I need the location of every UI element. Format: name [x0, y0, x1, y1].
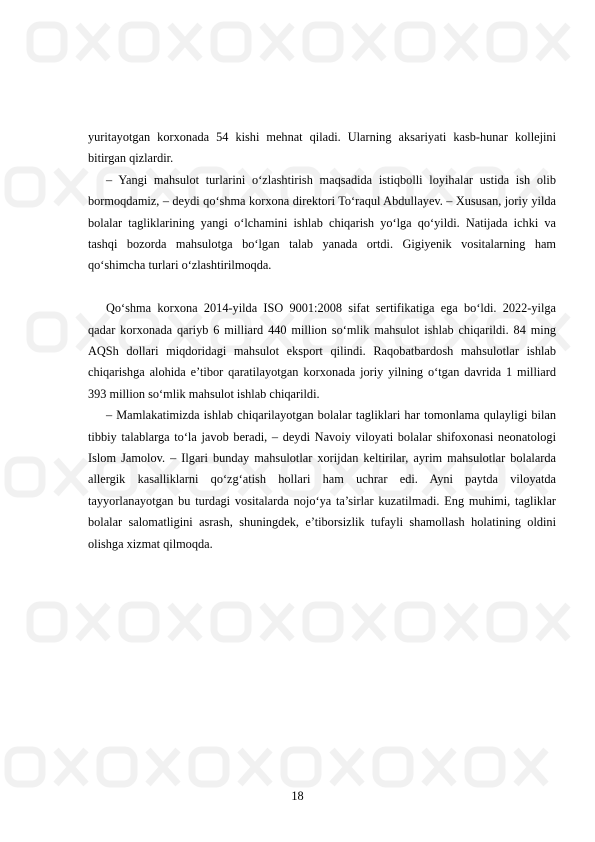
document-body	[88, 127, 556, 555]
watermark-glyph	[30, 25, 568, 59]
paragraph-continuation: yuritayotgan korxonada 54 kishi mehnat qiladi. Ularning aksariyati kasb-hunar kollejini bitirgan qizlardir.	[88, 130, 556, 166]
watermark-glyph	[30, 605, 568, 639]
paragraph-production-stats: Qo‘shma korxona 2014-yilda ISO 9001:2008 sifat sertifikatiga ega bo‘ldi. 2022-yilga qadar korxonada qariyb 6 milliard 440 million so‘mlik mahsulot ishlab chiqarildi. 84 ming AQSh dollari miqdoridagi mahsulot eksport qilindi. Raqobatbardosh mahsulotlar ishlab chiqarishga alohida e’tibor qaratilayotgan korxonada joriy yilning o‘tgan davrida 1 milliard 393 million so‘mlik mahsulot ishlab chiqarildi.	[88, 301, 556, 401]
paragraph-doctor-quote: – Mamlakatimizda ishlab chiqarilayotgan bolalar tagliklari har tomonlama qulayligi bilan tibbiy talablarga to‘la javob beradi, – deydi Navoiy viloyati bolalar shifoxonasi neonatologi Islom Jamolov. – Ilgari bunday mahsulotlar xorijdan keltirilar, ayrim mahsulotlar bolalarda allergik kasalliklarni qo‘zg‘atish hollari ham uchrar edi. Ayni paytda viloyatda tayyorlanayotgan bu turdagi vositalarda nojo‘ya ta’sirlar kuzatilmadi. Eng muhimi, tagliklar bolalar salomatligini asrash, shuningdek, e’tiborsizlik tufayli shamollash holatining oldini olishga xizmat qilmoqda.	[88, 408, 556, 551]
watermark-glyph	[8, 750, 546, 784]
page-number: 18	[291, 789, 304, 803]
paragraph-director-quote: – Yangi mahsulot turlarini o‘zlashtirish maqsadida istiqbolli loyihalar ustida ish olib bormoqdamiz, – deydi qo‘shma korxona direktori To‘raqul Abdullayev. – Xususan, joriy yilda bolalar tagliklarining yangi o‘lchamini ishlab chiqarish yo‘lga qo‘yildi. Natijada ichki va tashqi bozorda mahsulotga bo‘lgan talab yanada ortdi. Gigiyenik vositalarning ham qo‘shimcha turlari o‘zlashtirilmoqda.	[88, 172, 556, 273]
